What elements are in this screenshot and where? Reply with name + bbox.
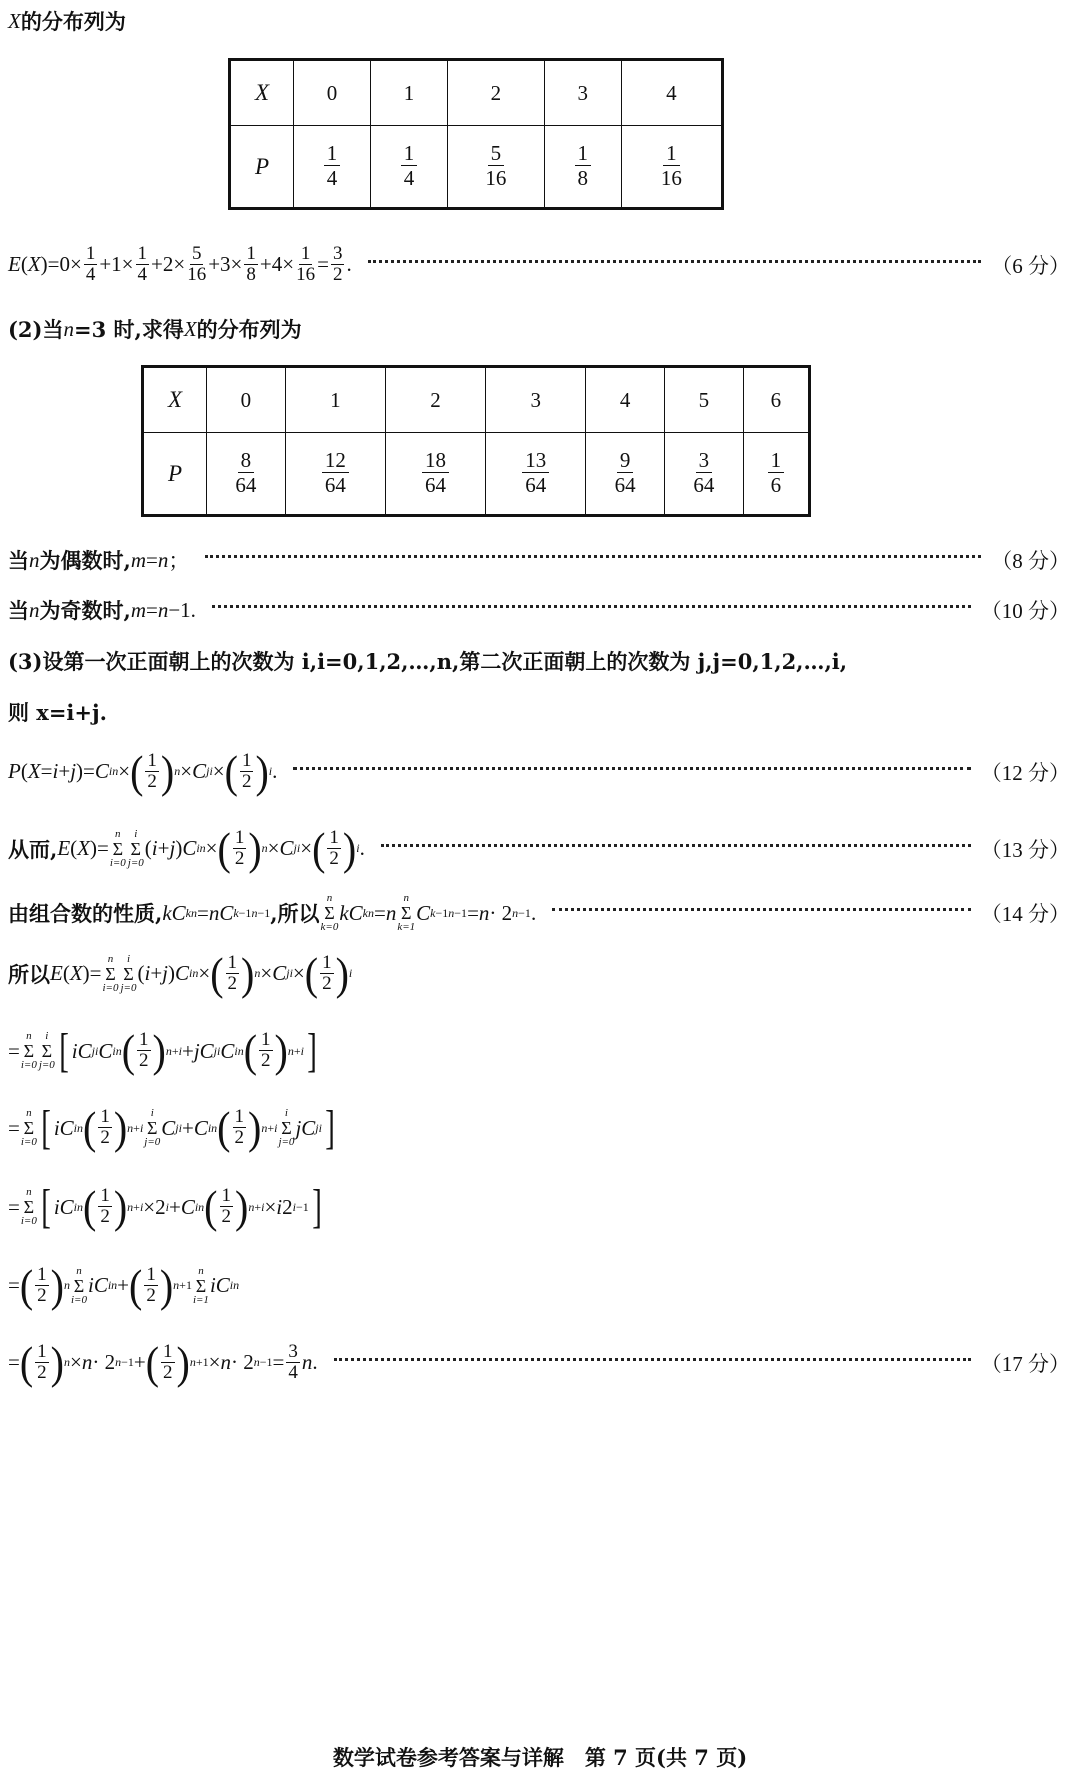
- score-label: （6 分）: [991, 254, 1070, 278]
- comb-formula-b: n Σ k=0 kC k n = n n Σ k=1 C k−1 n−1 = n · 2 n−1 .: [320, 892, 537, 933]
- part2-label: (2)当: [8, 317, 64, 342]
- even-text-b: 为偶数时,: [39, 548, 131, 573]
- probability-line: [8, 744, 1070, 800]
- score-label: （14 分）: [980, 902, 1070, 926]
- table1-value: 3: [544, 60, 621, 126]
- even-end: ；: [168, 549, 190, 573]
- part2-tail: 的分布列为: [196, 317, 302, 342]
- derivation-line-5: [8, 1255, 1070, 1317]
- table2-prob: $\frac{1}{6}$: [743, 433, 809, 516]
- odd-end: −1.: [168, 597, 196, 622]
- table1-header-p: P: [230, 126, 294, 209]
- part2-eq: =3 时,求得: [73, 317, 184, 342]
- comb-formula-a: kC k n = nC k−1 n−1: [162, 900, 271, 925]
- leader-dots: [293, 767, 970, 770]
- table2-value: 1: [285, 367, 385, 433]
- score-label: （8 分）: [991, 549, 1070, 573]
- odd-n: n: [29, 597, 40, 622]
- table2-value: 5: [665, 367, 744, 433]
- leader-dots: [205, 555, 981, 558]
- table2-value: 6: [743, 367, 809, 433]
- table1-prob: $\frac{5}{16}$: [448, 126, 545, 209]
- derivation-line-1: [8, 945, 1070, 1003]
- table2-prob: $\frac{13}{64}$: [486, 433, 586, 516]
- intro-text: 的分布列为: [20, 9, 126, 34]
- part3-line-2: [8, 697, 1070, 727]
- page-footer: 数学试卷参考答案与详解 第 7 页(共 7 页): [332, 1745, 748, 1770]
- leader-dots: [334, 1358, 971, 1361]
- distribution-table-1: [228, 58, 724, 210]
- table1-value: 2: [448, 60, 545, 126]
- distribution-table-2: [141, 365, 811, 517]
- odd-eq: =: [145, 597, 158, 622]
- even-text-a: 当: [8, 548, 29, 573]
- even-n: n: [29, 547, 40, 572]
- table1-prob: $\frac{1}{4}$: [371, 126, 448, 209]
- intro-var: X: [8, 8, 21, 33]
- part2-n: n: [63, 316, 74, 341]
- table2-prob: $\frac{12}{64}$: [285, 433, 385, 516]
- odd-text-a: 当: [8, 598, 29, 623]
- sofar-prefix: 所以: [8, 962, 50, 987]
- table1-value: 4: [621, 60, 722, 126]
- part2-var: X: [183, 316, 197, 341]
- part3-text-2: 则 x=i+j.: [8, 700, 107, 725]
- derivation-formula-5: = ( $\frac{1}{2}$ ) n n Σ i=0 iC i n + ( $\frac{1}{2}$ ) n+1 n Σ i=1 iC i n: [8, 1259, 240, 1312]
- part3-line-1: [8, 646, 1070, 676]
- score-label: （17 分）: [980, 1352, 1070, 1376]
- table1-value: 0: [294, 60, 371, 126]
- score-label: （12 分）: [980, 761, 1070, 785]
- derivation-formula-4: = n Σ i=0 [ iC i n ( $\frac{1}{2}$ ) n+i ×2 i + C i n ( $\frac{1}{2}$ ) n+i × i 2 i−1 ]: [8, 1180, 322, 1233]
- table2-prob: $\frac{8}{64}$: [207, 433, 286, 516]
- leader-dots: [212, 605, 971, 608]
- score-label: （13 分）: [980, 838, 1070, 862]
- expectation-formula-1: E ( X )=0× $\frac{1}{4}$ +1× $\frac{1}{4}$ +2× $\frac{5}{16}$ +3× $\frac{1}{8}$ +4× $\frac{1}{16}$ = $\frac{3}{2}$ .: [8, 243, 352, 286]
- intro-line: [8, 6, 1070, 36]
- table2-header-p: P: [143, 433, 207, 516]
- combination-line: [8, 888, 1070, 938]
- expectation-line-1: [8, 240, 1070, 290]
- table1-prob: $\frac{1}{4}$: [294, 126, 371, 209]
- even-eq: =: [145, 547, 158, 572]
- derivation-formula-3: = n Σ i=0 [ iC i n ( $\frac{1}{2}$ ) n+i i Σ j=0 C j i + C i n ( $\frac{1}{2}$ ) n+i i Σ j=0 jC j i ]: [8, 1101, 335, 1154]
- comb-prefix: 由组合数的性质,: [8, 901, 163, 926]
- table2-value: 4: [586, 367, 665, 433]
- derivation-line-3: [8, 1097, 1070, 1159]
- leader-dots: [552, 908, 971, 911]
- odd-m: m: [130, 597, 146, 622]
- derivation-line-4: [8, 1176, 1070, 1238]
- derivation-formula-1: E ( X )= n Σ i=0 i Σ j=0 ( i + j ) C i n × ( $\frac{1}{2}$ ) n × C j i × ( $\frac{1}{2}$ ) i: [50, 947, 353, 1000]
- derivation-line-6: [8, 1332, 1070, 1394]
- derivation-line-2: [8, 1020, 1070, 1082]
- table1-prob: $\frac{1}{16}$: [621, 126, 722, 209]
- score-label: （10 分）: [980, 599, 1070, 623]
- part3-text-1: (3)设第一次正面朝上的次数为 i,i=0,1,2,…,n,第二次正面朝上的次数为 j,j=0,1,2,…,i,: [8, 649, 848, 674]
- from-prefix: 从而,: [8, 837, 58, 862]
- odd-case-line: [8, 595, 1070, 625]
- table1-prob: $\frac{1}{8}$: [544, 126, 621, 209]
- table2-prob: $\frac{3}{64}$: [665, 433, 744, 516]
- table2-value: 2: [385, 367, 485, 433]
- leader-dots: [368, 260, 982, 263]
- leader-dots: [381, 844, 971, 847]
- even-case-line: [8, 545, 1070, 575]
- table2-value: 3: [486, 367, 586, 433]
- derivation-formula-6: = ( $\frac{1}{2}$ ) n × n · 2 n−1 + ( $\frac{1}{2}$ ) n+1 × n · 2 n−1 = $\frac{3}{4}$ n .: [8, 1336, 318, 1389]
- comb-mid: ,所以: [270, 901, 320, 926]
- part2-line: [8, 314, 1070, 344]
- odd-text-b: 为奇数时,: [39, 598, 131, 623]
- table2-value: 0: [207, 367, 286, 433]
- table2-header-x: X: [143, 367, 207, 433]
- even-n2: n: [157, 547, 169, 572]
- expectation-formula-2: E ( X )= n Σ i=0 i Σ j=0 ( i + j ) C i n × ( $\frac{1}{2}$ ) n × C j i × ( $\frac{1}{2}$ ) i .: [57, 822, 365, 875]
- table1-header-x: X: [230, 60, 294, 126]
- odd-n2: n: [157, 597, 169, 622]
- even-m: m: [130, 547, 146, 572]
- table2-prob: $\frac{9}{64}$: [586, 433, 665, 516]
- table2-prob: $\frac{18}{64}$: [385, 433, 485, 516]
- derivation-formula-2: = n Σ i=0 i Σ j=0 [ iC j i C i n ( $\frac{1}{2}$ ) n+i + jC j i C i n ( $\frac{1}{2}$ ) n+i ]: [8, 1024, 317, 1077]
- table1-value: 1: [371, 60, 448, 126]
- probability-formula: P ( X = i + j )= C i n × ( $\frac{1}{2}$ ) n × C j i × ( $\frac{1}{2}$ ) i .: [8, 745, 278, 798]
- expectation-line-2: [8, 820, 1070, 878]
